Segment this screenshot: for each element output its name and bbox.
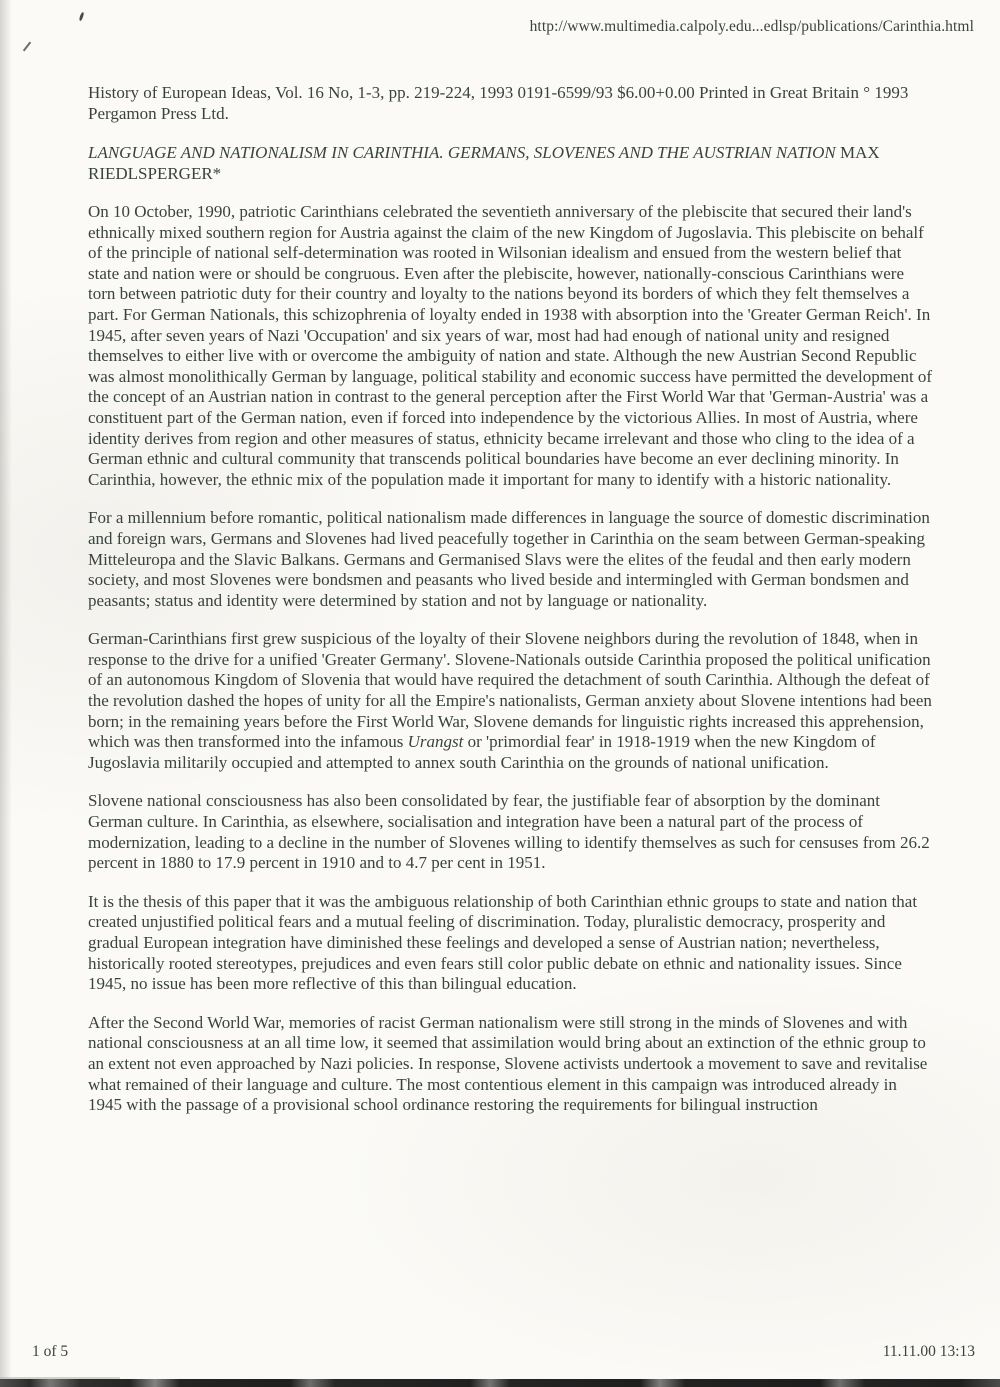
paragraph-1: On 10 October, 1990, patriotic Carinthians celebrated the seventieth anniversary of the plebiscite that secured their land's ethnically mixed southern region for Austria against the claim of the new Kingdom of Jugoslavia. This plebiscite on behalf of the principle of national self-determination was rooted in Wilsonian idealism and ensued from the western belief that state and nation were or should be congruous. Even after the plebiscite, however, nationally-conscious Carinthians were torn between patriotic duty for their country and loyalty to the nations beyond its borders of which they felt themselves a part. For German Nationals, this schizophrenia of loyalty ended in 1938 with absorption into the 'Greater German Reich'. In 1945, after seven years of Nazi 'Occupation' and six years of war, most had had enough of national unity and resigned themselves to either live with or overcome the ambiguity of nation and state. Although the new Austrian Second Republic was almost monolithically German by language, political stability and economic success have permitted the development of the concept of an Austrian nation in contrast to the general perception after the First World War that 'German-Austria' was a constituent part of the German nation, even if forced into independence by the victorious Allies. In most of Austria, where identity derives from region and other measures of status, ethnicity became irrelevant and those who cling to the idea of a German ethnic and cultural community that transcends political boundaries have become an ever declining minority. In Carinthia, however, the ethnic mix of the population made it important for many to identify with a historic nationality.	[88, 202, 933, 489]
article-author: MAX RIEDLSPERGER*	[88, 143, 880, 183]
paragraph-3-segment: or 'primordial fear' in 1918-1919 when the new Kingdom of Jugoslavia militarily occupied and attempted to annex south Carinthia on the grounds of national unification.	[88, 732, 876, 772]
scan-edge-strip-artifact	[0, 1379, 1000, 1387]
article-content	[0, 83, 1000, 1116]
paragraph-2: For a millennium before romantic, political nationalism made differences in language the source of domestic discrimination and foreign wars, Germans and Slovenes had lived peacefully together in Carinthia on the seam between German-speaking Mitteleuropa and the Slavic Balkans. Germans and Germanised Slavs were the elites of the feudal and then early modern society, and most Slovenes were bondsmen and peasants who lived beside and intermingled with German bondsmen and peasants; status and identity were determined by station and not by language or nationality.	[88, 508, 930, 610]
printed-source-url: http://www.multimedia.calpoly.edu...edlsp/publications/Carinthia.html	[529, 18, 974, 35]
paragraph-6: After the Second World War, memories of racist German nationalism were still strong in the minds of Slovenes and with national consciousness at an all time low, it seemed that assimilation would bring about an extinction of the ethnic group to an extent not even approached by Nazi policies. In response, Slovene activists undertook a movement to save and revitalise what remained of their language and culture. The most contentious element in this campaign was introduced already in 1945 with the passage of a provisional school ordinance restoring the requirements for bilingual instruction	[88, 1012, 928, 1115]
journal-citation: History of European Ideas, Vol. 16 No, 1-3, pp. 219-224, 1993 0191-6599/93 $6.00+0.00 Printed in Great Britain ° 1993 Pergamon Press Ltd.	[88, 83, 909, 123]
article-title-text: LANGUAGE AND NATIONALISM IN CARINTHIA. GERMANS, SLOVENES AND THE AUSTRIAN NATION	[88, 143, 836, 162]
paragraph-4: Slovene national consciousness has also been consolidated by fear, the justifiable fear of absorption by the dominant German culture. In Carinthia, as elsewhere, socialisation and integration have been a natural part of the process of modernization, leading to a decline in the number of Slovenes willing to identify themselves as such for censuses from 26.2 percent in 1880 to 17.9 percent in 1910 and to 4.7 per cent in 1951.	[88, 791, 930, 873]
page-indicator: 1 of 5	[32, 1343, 69, 1360]
paragraph-3-segment: German-Carinthians first grew suspicious of the loyalty of their Slovene neighbors during the revolution of 1848, when in response to the drive for a unified 'Greater Germany'. Slovene-Nationals outside Carinthia proposed the political unification of an autonomous Kingdom of Slovenia that would have required the detachment of south Carinthia. Although the defeat of the revolution dashed the hopes of unity for all the Empire's nationalists, German anxiety about Slovene intentions had been born; in the remaining years before the First World War, Slovene demands for linguistic rights increased this apprehension, which was then transformed into the infamous	[88, 629, 932, 752]
paragraph-5: It is the thesis of this paper that it was the ambiguous relationship of both Carinthian ethnic groups to state and nation that created unjustified political fears and a mutual feeling of discrimination. Today, pluralistic democracy, prosperity and gradual European integration have diminished these feelings and developed a sense of Austrian nation; nevertheless, historically rooted stereotypes, prejudices and even fears still color public debate on ethnic and nationality issues. Since 1945, no issue has been more reflective of this than bilingual education.	[88, 891, 918, 994]
article-title	[88, 143, 935, 184]
print-footer	[32, 1343, 975, 1361]
scan-speck-artifact	[23, 42, 31, 52]
paragraph-3	[88, 629, 935, 773]
paragraph-3-italic-term: Urangst	[407, 732, 464, 752]
print-timestamp: 11.11.00 13:13	[882, 1343, 975, 1360]
